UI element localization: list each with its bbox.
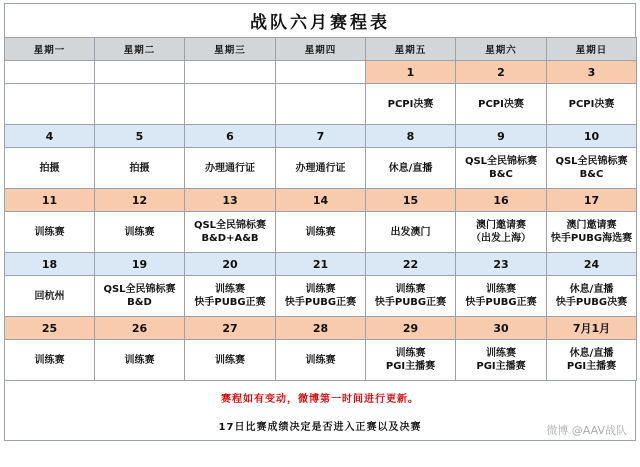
event-text: 训练赛 [215,284,245,295]
event-text: PGI主播赛 [566,361,617,372]
date-cell: 10 [547,125,637,148]
date-cell: 16 [456,189,547,212]
event-text: B&D [127,297,152,308]
weekday-header: 星期日 [547,38,637,61]
event-cell [95,212,185,253]
event-text: PCPI决赛 [568,98,615,110]
weekday-header: 星期二 [95,38,185,61]
event-cell [185,212,276,253]
date-cell: 18 [5,253,95,276]
event-cell [547,212,637,253]
date-cell: 17 [547,189,637,212]
event-row [5,148,637,189]
event-cell [185,84,276,125]
qualification-notice: 17日比赛成绩决定是否进入正赛以及决赛 [218,422,422,433]
event-text: 澳门邀请赛 [476,220,526,231]
event-cell [456,212,547,253]
event-cell [95,84,185,125]
event-text: QSL全民锦标赛 [103,284,176,295]
event-text: 训练赛 [486,348,516,359]
event-cell [5,276,95,317]
date-cell: 28 [276,317,366,340]
event-text: 训练赛 [395,348,426,359]
event-text: 训练赛 [305,226,336,238]
date-cell: 9 [456,125,547,148]
date-cell [276,61,366,84]
event-cell [5,212,95,253]
event-text: PGI主播赛 [476,361,526,372]
event-text: 训练赛 [305,284,336,295]
schedule-footer [4,381,636,441]
date-cell: 3 [547,61,637,84]
date-cell: 4 [5,125,95,148]
event-cell [185,148,276,189]
date-cell: 14 [276,189,366,212]
event-text: 澳门邀请赛 [566,220,617,231]
date-cell: 11 [5,189,95,212]
event-cell [366,84,456,125]
event-text: 训练赛 [215,354,245,366]
event-text: B&D+A&B [201,233,259,244]
date-cell: 26 [95,317,185,340]
event-text: 训练赛 [124,354,155,366]
date-cell: 2 [456,61,547,84]
event-row [5,84,637,125]
event-cell [366,212,456,253]
event-cell [456,148,547,189]
date-cell: 8 [366,125,456,148]
event-row [5,212,637,253]
event-text: 训练赛 [34,226,65,238]
date-row [5,61,637,84]
event-text: 快手PUBG海选赛 [550,233,633,244]
date-cell: 1 [366,61,456,84]
event-text: 休息/直播 [569,348,614,359]
event-text: 拍摄 [129,162,150,174]
event-cell [456,276,547,317]
event-cell [547,276,637,317]
event-text: 训练赛 [124,226,155,238]
event-text: 快手PUBG正赛 [374,297,447,308]
event-text: 训练赛 [395,284,426,295]
weekday-header: 星期六 [456,38,547,61]
date-cell: 30 [456,317,547,340]
date-cell: 22 [366,253,456,276]
weekday-header: 星期五 [366,38,456,61]
event-cell [547,84,637,125]
event-cell [276,340,366,381]
event-cell [456,84,547,125]
event-cell [366,276,456,317]
event-text: 快手PUBG正赛 [465,297,537,308]
event-text: 拍摄 [39,162,60,174]
date-row [5,189,637,212]
date-row [5,317,637,340]
date-cell: 12 [95,189,185,212]
event-cell [276,276,366,317]
event-cell [547,340,637,381]
event-text: 办理通行证 [295,162,346,174]
date-cell: 23 [456,253,547,276]
date-cell: 20 [185,253,276,276]
event-text: QSL全民锦标赛 [193,220,267,231]
schedule-title: 战队六月赛程表 [4,3,636,37]
event-text: B&C [579,169,604,180]
event-cell [276,84,366,125]
event-cell [276,148,366,189]
event-text: 训练赛 [305,354,336,366]
weekday-header: 星期四 [276,38,366,61]
event-text: PCPI决赛 [478,98,524,110]
weibo-watermark: 微博 @AAV战队 [546,424,627,437]
event-cell [185,276,276,317]
date-cell: 5 [95,125,185,148]
weekday-header-row [5,38,637,61]
event-text: B&C [489,169,513,180]
date-row [5,253,637,276]
event-cell [366,148,456,189]
date-cell: 27 [185,317,276,340]
event-text: PCPI决赛 [387,98,434,110]
event-row [5,340,637,381]
event-cell [5,148,95,189]
event-cell [366,340,456,381]
event-cell [547,148,637,189]
date-cell: 13 [185,189,276,212]
event-cell [95,148,185,189]
event-cell [185,340,276,381]
event-cell [95,340,185,381]
weekday-header: 星期一 [5,38,95,61]
date-row [5,125,637,148]
event-text: QSL全民锦标赛 [464,156,538,167]
event-cell [5,84,95,125]
date-cell: 21 [276,253,366,276]
event-text: PGI主播赛 [385,361,436,372]
date-cell: 19 [95,253,185,276]
event-text: 训练赛 [486,284,516,295]
date-cell: 7 [276,125,366,148]
event-text: 休息/直播 [388,162,433,174]
date-cell: 25 [5,317,95,340]
event-cell [456,340,547,381]
event-text: 回杭州 [34,290,65,302]
event-cell [276,212,366,253]
event-text: QSL全民锦标赛 [555,156,628,167]
event-text: 出发澳门 [390,226,431,238]
event-text: 办理通行证 [205,162,255,174]
date-cell: 15 [366,189,456,212]
event-cell [5,340,95,381]
date-cell [5,61,95,84]
date-cell: 29 [366,317,456,340]
schedule-sheet [4,3,636,461]
event-text: 快手PUBG决赛 [555,297,628,308]
date-cell: 7月1月 [547,317,637,340]
event-text: 快手PUBG正赛 [194,297,266,308]
date-cell: 6 [185,125,276,148]
event-text: （出发上海） [471,233,531,244]
update-notice: 赛程如有变动，微博第一时间进行更新。 [221,394,419,405]
event-text: 休息/直播 [569,284,614,295]
date-cell [95,61,185,84]
event-text: 训练赛 [34,354,65,366]
weekday-header: 星期三 [185,38,276,61]
date-cell [185,61,276,84]
event-row [5,276,637,317]
schedule-table [4,37,637,381]
event-cell [95,276,185,317]
event-text: 快手PUBG正赛 [284,297,357,308]
date-cell: 24 [547,253,637,276]
